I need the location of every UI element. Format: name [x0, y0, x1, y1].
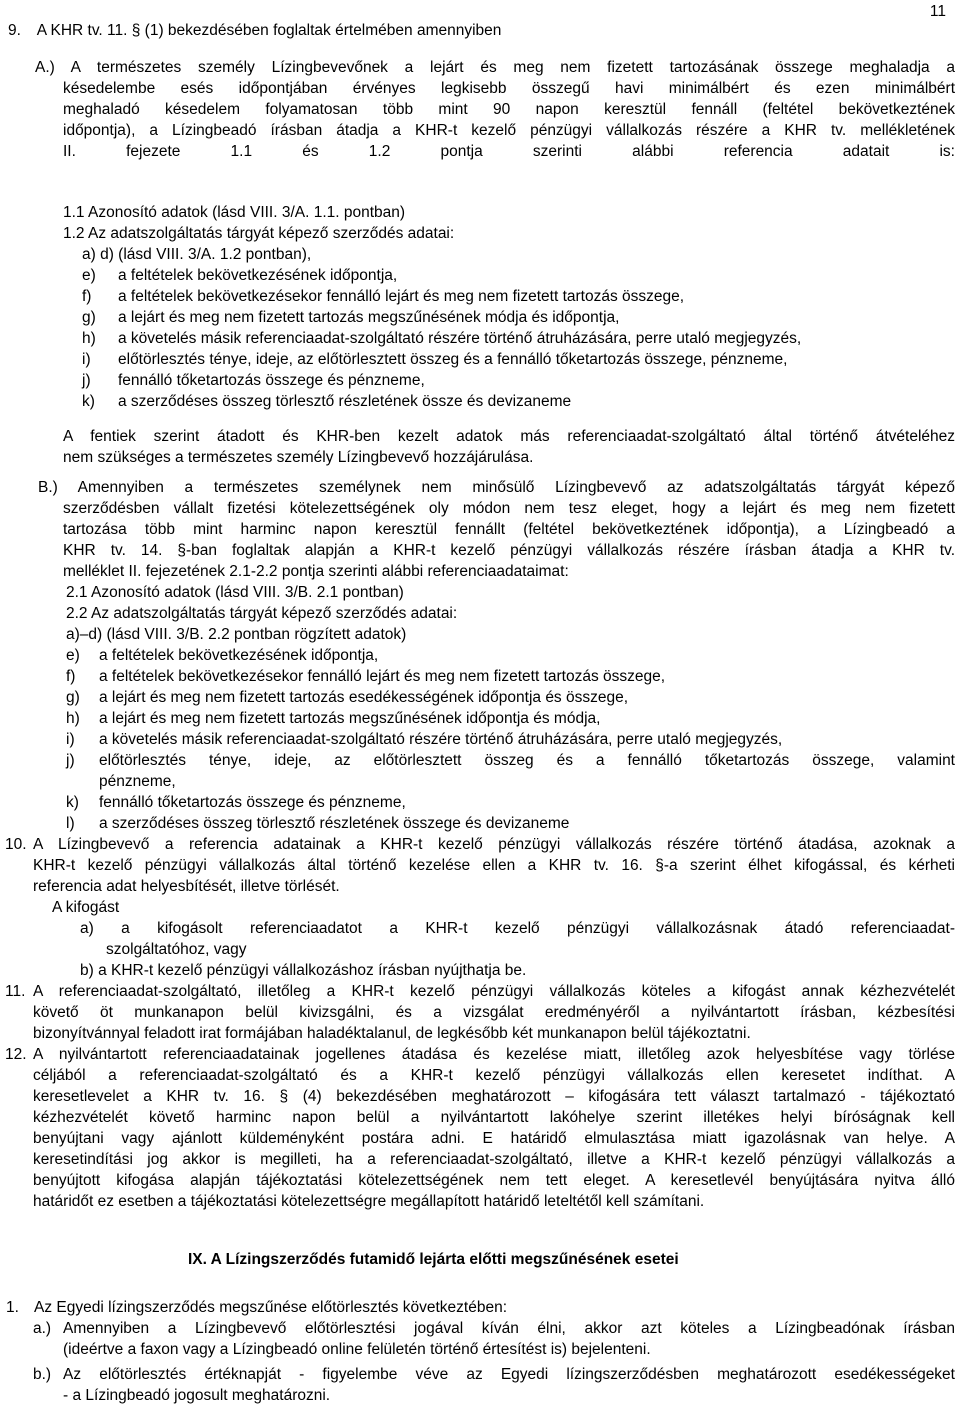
list-a-item-f: f) a feltételek bekövetkezésekor fennálló lejárt és meg nem fizetett tartozás összege, [82, 288, 685, 305]
list-b-item-g: g) a lejárt és meg nem fizetett tartozás esedékességének időpontja és összege, [66, 689, 629, 706]
item-11-line-2: követő öt munkanapon belül kivizsgálni, és a vizsgálat eredményéről a nyilvántartott írásban, kézbesítési [33, 1004, 955, 1021]
item-10-option-b: b) a KHR-t kezelő pénzügyi vállalkozáshoz írásban nyújthatja be. [80, 962, 527, 979]
section-b-line-5: melléklet II. fejezetének 2.1-2.2 pontja szerinti alábbi referenciaadataimat: [63, 563, 569, 580]
section-ix-heading: IX. A Lízingszerződés futamidő lejárta előtti megszűnésének esetei [188, 1251, 679, 1268]
list-a-item-j: j) fennálló tőketartozás összege és pénzneme, [82, 372, 425, 389]
list-2-2-ad: a)–d) (lásd VIII. 3/B. 2.2 pontban rögzített adatok) [66, 626, 407, 643]
section-a-line-4: időpontja), a Lízingbeadó írásban átadja a KHR-t kezelő pénzügyi vállalkozás részére a KHR tv. mellékletének [63, 122, 955, 139]
item-11-line-3: bizonyítvánnyal feladott irat formájában haladéktalanul, de legkésőbb két munkanapon belül tájékoztatni. [33, 1025, 751, 1042]
item-12-line-2: céljából a referenciaadat-szolgáltató és a KHR-t kezelő pénzügyi vállalkozás ellen keresetet indíthat. A [33, 1067, 955, 1084]
section-a-line-5: II. fejezete 1.1 és 1.2 pontja szerinti alábbi referencia adatait is: [63, 143, 955, 160]
section-b-line-4: KHR tv. 14. §-ban foglaltak alapján a KHR-t kezelő pénzügyi vállalkozás részére írásban átadja a KHR tv. [63, 542, 955, 559]
list-2-2: 2.2 Az adatszolgáltatás tárgyát képező szerződés adatai: [66, 605, 458, 622]
list-b-item-j-cont: pénzneme, [99, 773, 176, 790]
item-11-number: 11. [5, 983, 26, 1000]
section-a-note-line-2: nem szükséges a természetes személy Lízingbevevő hozzájárulása. [63, 449, 534, 466]
item-12-line-5: benyújtani vagy ajánlott küldeményként postára adni. E határidő elmulasztása miatt igazolásnak van helye. A [33, 1130, 955, 1147]
item-9-title-text: A KHR tv. 11. § (1) bekezdésében foglaltak értelmében amennyiben [36, 22, 502, 39]
ix-item-1-number: 1. [6, 1299, 19, 1316]
item-12-line-6: keresetindítási jog akkor is megilleti, ha a referenciaadat-szolgáltató, illetve a KHR-t kezelő pénzügyi vállalkozás a [33, 1151, 955, 1168]
item-9-title [8, 20, 501, 41]
item-11-line-1: A referenciaadat-szolgáltató, illetőleg a KHR-t kezelő pénzügyi vállalkozás köteles a kifogást annak kézhezvételét [33, 983, 955, 1000]
item-12-line-3: keresetlevelet a KHR tv. 16. § (4) bekezdésében meghatározott – kifogására tett választ tartalmazó - tájékoztató [33, 1088, 955, 1105]
item-10-option-a-line-2: szolgáltatóhoz, vagy [106, 941, 247, 958]
ix-item-1-a-label: a.) [33, 1320, 52, 1337]
list-1-2: 1.2 Az adatszolgáltatás tárgyát képező szerződés adatai: [63, 225, 455, 242]
ix-item-1-a-line-1: Amennyiben a Lízingbevevő előtörlesztési jogával kíván élni, akkor azt köteles a Lízingbeadónak írásban [63, 1320, 955, 1337]
item-10-option-a-line-1: a) a kifogásolt referenciaadatot a KHR-t kezelő pénzügyi vállalkozásnak átadó referenciaadat- [80, 920, 955, 937]
item-10-line-1: A Lízingbevevő a referencia adatainak a KHR-t kezelő pénzügyi vállalkozás részére történő átadása, azoknak a [33, 836, 955, 853]
item-10-line-2: KHR-t kezelő pénzügyi vállalkozás által történő kezelése ellen a KHR tv. 16. §-a szerint élhet kifogással, és kérheti [33, 857, 955, 874]
page-number: 11 [929, 3, 946, 20]
ix-item-1-b-label: b.) [33, 1366, 52, 1383]
item-12-line-1: A nyilvántartott referenciaadatainak jogellenes átadása és kezelése miatt, illetőleg azok helyesbítése vagy törlése [33, 1046, 955, 1063]
ix-item-1-a-line-2: (ideértve a faxon vagy a Lízingbeadó online felületén történő értesítést is) bejelenteni. [63, 1341, 651, 1358]
section-a-note-line-1: A fentiek szerint átadott és KHR-ben kezelt adatok más referenciaadat-szolgáltató által történő átvételéhez [63, 428, 955, 445]
list-a-item-g: g) a lejárt és meg nem fizetett tartozás megszűnésének módja és időpontja, [82, 309, 620, 326]
item-12-line-7: benyújtott kifogása alapján tájékoztatási kötelezettségének nem tett eleget. A keresetlevél benyújtására nyitva álló [33, 1172, 955, 1189]
list-b-item-e: e) a feltételek bekövetkezésének időpontja, [66, 647, 379, 664]
item-9-number: 9. [8, 22, 21, 39]
list-b-item-i: i) a követelés másik referenciaadat-szolgáltató részére történő átruházására, perre utaló megjegyzés, [66, 731, 783, 748]
ix-item-1-title: Az Egyedi lízingszerződés megszűnése előtörlesztés következtében: [34, 1299, 507, 1316]
ix-item-1-b-line-2: - a Lízingbeadó jogosult meghatározni. [63, 1387, 331, 1404]
list-b-item-l: l) a szerződéses összeg törlesztő részletének összege és devizaneme [66, 815, 570, 832]
list-1-1: 1.1 Azonosító adatok (lásd VIII. 3/A. 1.1. pontban) [63, 204, 406, 221]
item-10-objection-label: A kifogást [52, 899, 120, 916]
section-a-line-2: késedelembe esés időpontjában érvényes legkisebb összegű havi minimálbért és ezen minimálbért [63, 80, 955, 97]
list-a-item-e: e) a feltételek bekövetkezésének időpontja, [82, 267, 398, 284]
list-b-item-f: f) a feltételek bekövetkezésekor fennálló lejárt és meg nem fizetett tartozás összege, [66, 668, 666, 685]
item-12-number: 12. [5, 1046, 27, 1063]
section-a-line-3: meghaladó késedelem folyamatosan több mint 90 napon keresztül fennáll (feltétel bekövetkeztének [63, 101, 955, 118]
list-a-item-i: i) előtörlesztés ténye, ideje, az előtörlesztett összeg és a fennálló tőketartozás összege, pénzneme, [82, 351, 788, 368]
section-b-line-3: tartozása több mint harminc napon keresztül fennállt (feltétel bekövetkeztének időpontja), a Lízingbeadó a [63, 521, 955, 538]
item-12-line-4: kézhezvételét követő harminc napon belül a nyilvántartott lakóhelye szerint illetékes helyi bíróságnak kell [33, 1109, 955, 1126]
item-12-line-8: határidőt ez esetben a tájékoztatási kötelezettségre megállapított határidő leteltétől kell számítani. [33, 1193, 705, 1210]
list-b-item-j: j) előtörlesztés ténye, ideje, az előtörlesztett összeg és a fennálló tőketartozás összege, valamint [66, 752, 955, 769]
item-10-line-3: referencia adat helyesbítését, illetve törlését. [33, 878, 340, 895]
section-b-line-2: szerződésben vállalt fizetési kötelezettségének oly módon nem tesz eleget, hogy a lejárt és meg nem fizetett [63, 500, 955, 517]
list-b-item-k: k) fennálló tőketartozás összege és pénzneme, [66, 794, 406, 811]
section-a-line-1: A.) A természetes személy Lízingbevevőnek a lejárt és meg nem fizetett tartozásának összege meghaladja a [35, 59, 955, 76]
ix-item-1-b-line-1: Az előtörlesztés értéknapját - figyelembe véve az Egyedi lízingszerződésben meghatározott esedékességeket [63, 1366, 955, 1383]
list-1-2-ad: a) d) (lásd VIII. 3/A. 1.2 pontban), [82, 246, 312, 263]
list-2-1: 2.1 Azonosító adatok (lásd VIII. 3/B. 2.1 pontban) [66, 584, 404, 601]
item-10-number: 10. [5, 836, 27, 853]
list-b-item-h: h) a lejárt és meg nem fizetett tartozás megszűnésének időpontja és módja, [66, 710, 601, 727]
list-a-item-h: h) a követelés másik referenciaadat-szolgáltató részére történő átruházására, perre utaló megjegyzés, [82, 330, 802, 347]
list-a-item-k: k) a szerződéses összeg törlesztő részletének össze és devizaneme [82, 393, 572, 410]
section-b-line-1: B.) Amennyiben a természetes személynek nem minősülő Lízingbevevő az adatszolgáltatás tárgyát képező [38, 479, 955, 496]
